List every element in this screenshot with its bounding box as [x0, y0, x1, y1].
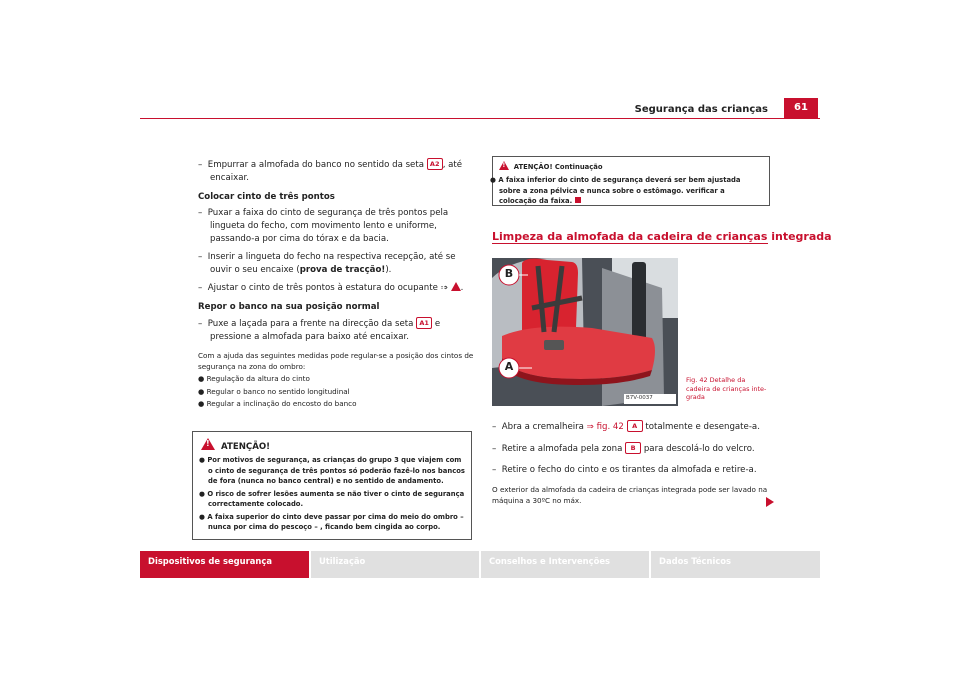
note-wash: O exterior da almofada da cadeira de crianças integrada pode ser lavado na máquina a 30ºC no máx. [492, 485, 768, 505]
warning-continued-bullet: ● A faixa inferior do cinto de segurança deverá ser bem ajustada sobre a zona pélvica e nunca sobre o estômago. verificar a colocação da faixa. [490, 176, 741, 205]
section-title: Limpeza da almofada da cadeira de crianças integrada [492, 230, 832, 243]
warning-continued-title-row: ! ATENÇÃO! Continuação [493, 157, 769, 171]
child-seat-illustration [492, 258, 678, 406]
left-column [198, 158, 474, 410]
step-push-cushion: – Empurrar a almofada do banco no sentido da seta A2 , até encaixar. [198, 160, 463, 183]
warning-icon [451, 282, 461, 291]
figure-reference-link[interactable]: ⇒ fig. 42 [586, 422, 624, 432]
warning-bullet: ● O risco de sofrer lesões aumenta se não tiver o cinto de segurança correctamente colocado. [199, 489, 465, 508]
footer-tab-safety[interactable]: Dispositivos de segurança [140, 551, 309, 578]
step-pull-loop: – Puxe a laçada para a frente na direcção da seta A1 e pressione a almofada para baixo até encaixar. [198, 319, 441, 342]
page-number: 61 [784, 98, 818, 118]
step-remove-belt: – Retire o fecho do cinto e os tirantes da almofada e retire-a. [492, 465, 757, 475]
page-section-title: Segurança das crianças [634, 104, 768, 115]
warning-continued-box [492, 156, 770, 206]
header-rule [140, 118, 820, 119]
note-bullet: ● Regular o banco no sentido longitudinal [198, 386, 350, 396]
warning-bullet: ● Por motivos de segurança, as crianças do grupo 3 que viajem com o cinto de segurança de três pontos só poderão fazê-lo nos bancos de fora (nunca no banco central) e no sentido de andamento. [199, 456, 465, 485]
right-column-steps [492, 420, 768, 506]
warning-icon [201, 438, 215, 450]
heading-reset-seat: Repor o banco na sua posição normal [198, 302, 380, 312]
step-open-rack: – Abra a cremalheira ⇒ fig. 42 A totalmente e desengate-a. [492, 422, 760, 432]
key-b: B [625, 442, 641, 454]
heading-fasten-belt: Colocar cinto de três pontos [198, 192, 335, 202]
step-adjust-belt: – Ajustar o cinto de três pontos à estatura do ocupante ⇒ ! . [198, 282, 474, 295]
section-rule [492, 243, 768, 244]
figure-label-a: A [504, 360, 514, 373]
note-bullet: ● Regulação da altura do cinto [198, 374, 310, 383]
figure-label-b: B [504, 267, 514, 280]
figure-code: B7V-0037 [626, 395, 653, 401]
key-a1: A1 [416, 317, 432, 329]
key-a2: A2 [427, 158, 443, 170]
figure-42-child-seat [492, 258, 678, 406]
key-a: A [627, 420, 643, 432]
warning-title-row: ! ATENÇÃO! [193, 432, 471, 452]
continue-arrow-icon [766, 497, 774, 507]
end-marker-icon [575, 197, 581, 203]
step-insert-tongue: – Inserir a lingueta do fecho na respectiva recepção, até se ouvir o seu encaixe (prova de tracção!). [198, 252, 456, 275]
step-remove-cushion: – Retire a almofada pela zona B para descolá-lo do velcro. [492, 444, 755, 454]
figure-caption: Fig. 42 Detalhe da cadeira de crianças inte-grada [686, 376, 767, 401]
footer-tab-advice[interactable]: Conselhos e Intervenções [481, 551, 649, 578]
warning-body [193, 452, 471, 533]
footer-tab-technical-data[interactable]: Dados Técnicos [651, 551, 820, 578]
footer-tab-use[interactable]: Utilização [311, 551, 479, 578]
warning-box [192, 431, 472, 540]
warning-bullet: ● A faixa superior do cinto deve passar por cima do meio do ombro – nunca por cima do pescoço – , ficando bem cingida ao corpo. [199, 512, 464, 531]
note-bullet: ● Regular a inclinação do encosto do banco [198, 399, 357, 408]
step-pull-belt: – Puxar a faixa do cinto de segurança de três pontos pela lingueta do fecho, com movimento lento e uniforme, passando-a por cima do tórax e da bacia. [198, 208, 449, 244]
warning-icon [499, 161, 509, 170]
note-intro: Com a ajuda das seguintes medidas pode regular-se a posição dos cintos de segurança na zona do ombro: [198, 351, 474, 371]
